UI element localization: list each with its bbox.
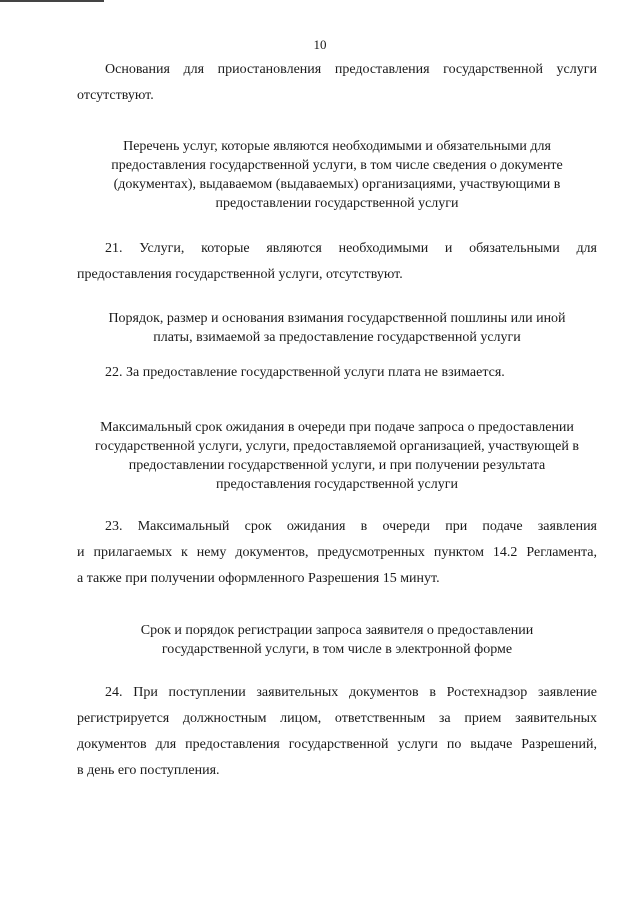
paragraph-line: 22. За предоставление государственной услуги плата не взимается.	[105, 365, 505, 380]
heading-waiting-time	[77, 418, 597, 494]
heading-line: Срок и порядок регистрации запроса заявителя о предоставлении	[140, 623, 534, 638]
scan-edge-mark	[0, 0, 104, 2]
heading-fee	[77, 309, 597, 347]
paragraph-line: отсутствуют.	[77, 88, 154, 103]
paragraph-21	[77, 236, 597, 288]
heading-required-services-text	[77, 137, 597, 213]
paragraph-line: в день его поступления.	[77, 763, 220, 778]
paragraph-line: 21. Услуги, которые являются необходимыми и обязательными для	[105, 241, 597, 256]
heading-line: государственной услуги, услуги, предоставляемой организацией, участвующей в	[95, 439, 579, 454]
paragraph-line: регистрируется должностным лицом, ответственным за прием заявительных	[77, 711, 597, 726]
paragraph-line: предоставления государственной услуги, отсутствуют.	[77, 267, 403, 282]
paragraph-line: и прилагаемых к нему документов, предусмотренных пунктом 14.2 Регламента,	[77, 545, 597, 560]
paragraph-line: 23. Максимальный срок ожидания в очереди при подаче заявления	[105, 519, 597, 534]
heading-line: предоставлении государственной услуги	[215, 196, 459, 211]
heading-line: государственной услуги, в том числе в электронной форме	[161, 642, 513, 657]
paragraph-suspension-grounds	[77, 57, 597, 109]
heading-line: платы, взимаемой за предоставление государственной услуги	[153, 330, 521, 345]
heading-line: предоставлении государственной услуги, и при получении результата	[128, 458, 546, 473]
heading-line: предоставления государственной услуги, в том числе сведения о документе	[111, 158, 563, 173]
heading-line: Перечень услуг, которые являются необходимыми и обязательными для	[123, 139, 551, 154]
page-number: 10	[313, 37, 327, 52]
paragraph-24	[77, 680, 597, 784]
paragraph-line: а также при получении оформленного Разрешения 15 минут.	[77, 571, 440, 586]
paragraph-line: 24. При поступлении заявительных документов в Ростехнадзор заявление	[105, 685, 597, 700]
paragraph-23	[77, 514, 597, 592]
heading-line: Максимальный срок ожидания в очереди при подаче запроса о предоставлении	[100, 420, 574, 435]
heading-line: Порядок, размер и основания взимания государственной пошлины или иной	[108, 311, 566, 326]
heading-registration	[77, 621, 597, 659]
heading-line: (документах), выдаваемом (выдаваемых) организациями, участвующими в	[113, 177, 561, 192]
paragraph-line: документов для предоставления государственной услуги по выдаче Разрешений,	[77, 737, 597, 752]
paragraph-line: Основания для приостановления предоставления государственной услуги	[105, 62, 597, 77]
paragraph-22	[77, 360, 597, 386]
heading-line: предоставления государственной услуги	[216, 477, 458, 492]
